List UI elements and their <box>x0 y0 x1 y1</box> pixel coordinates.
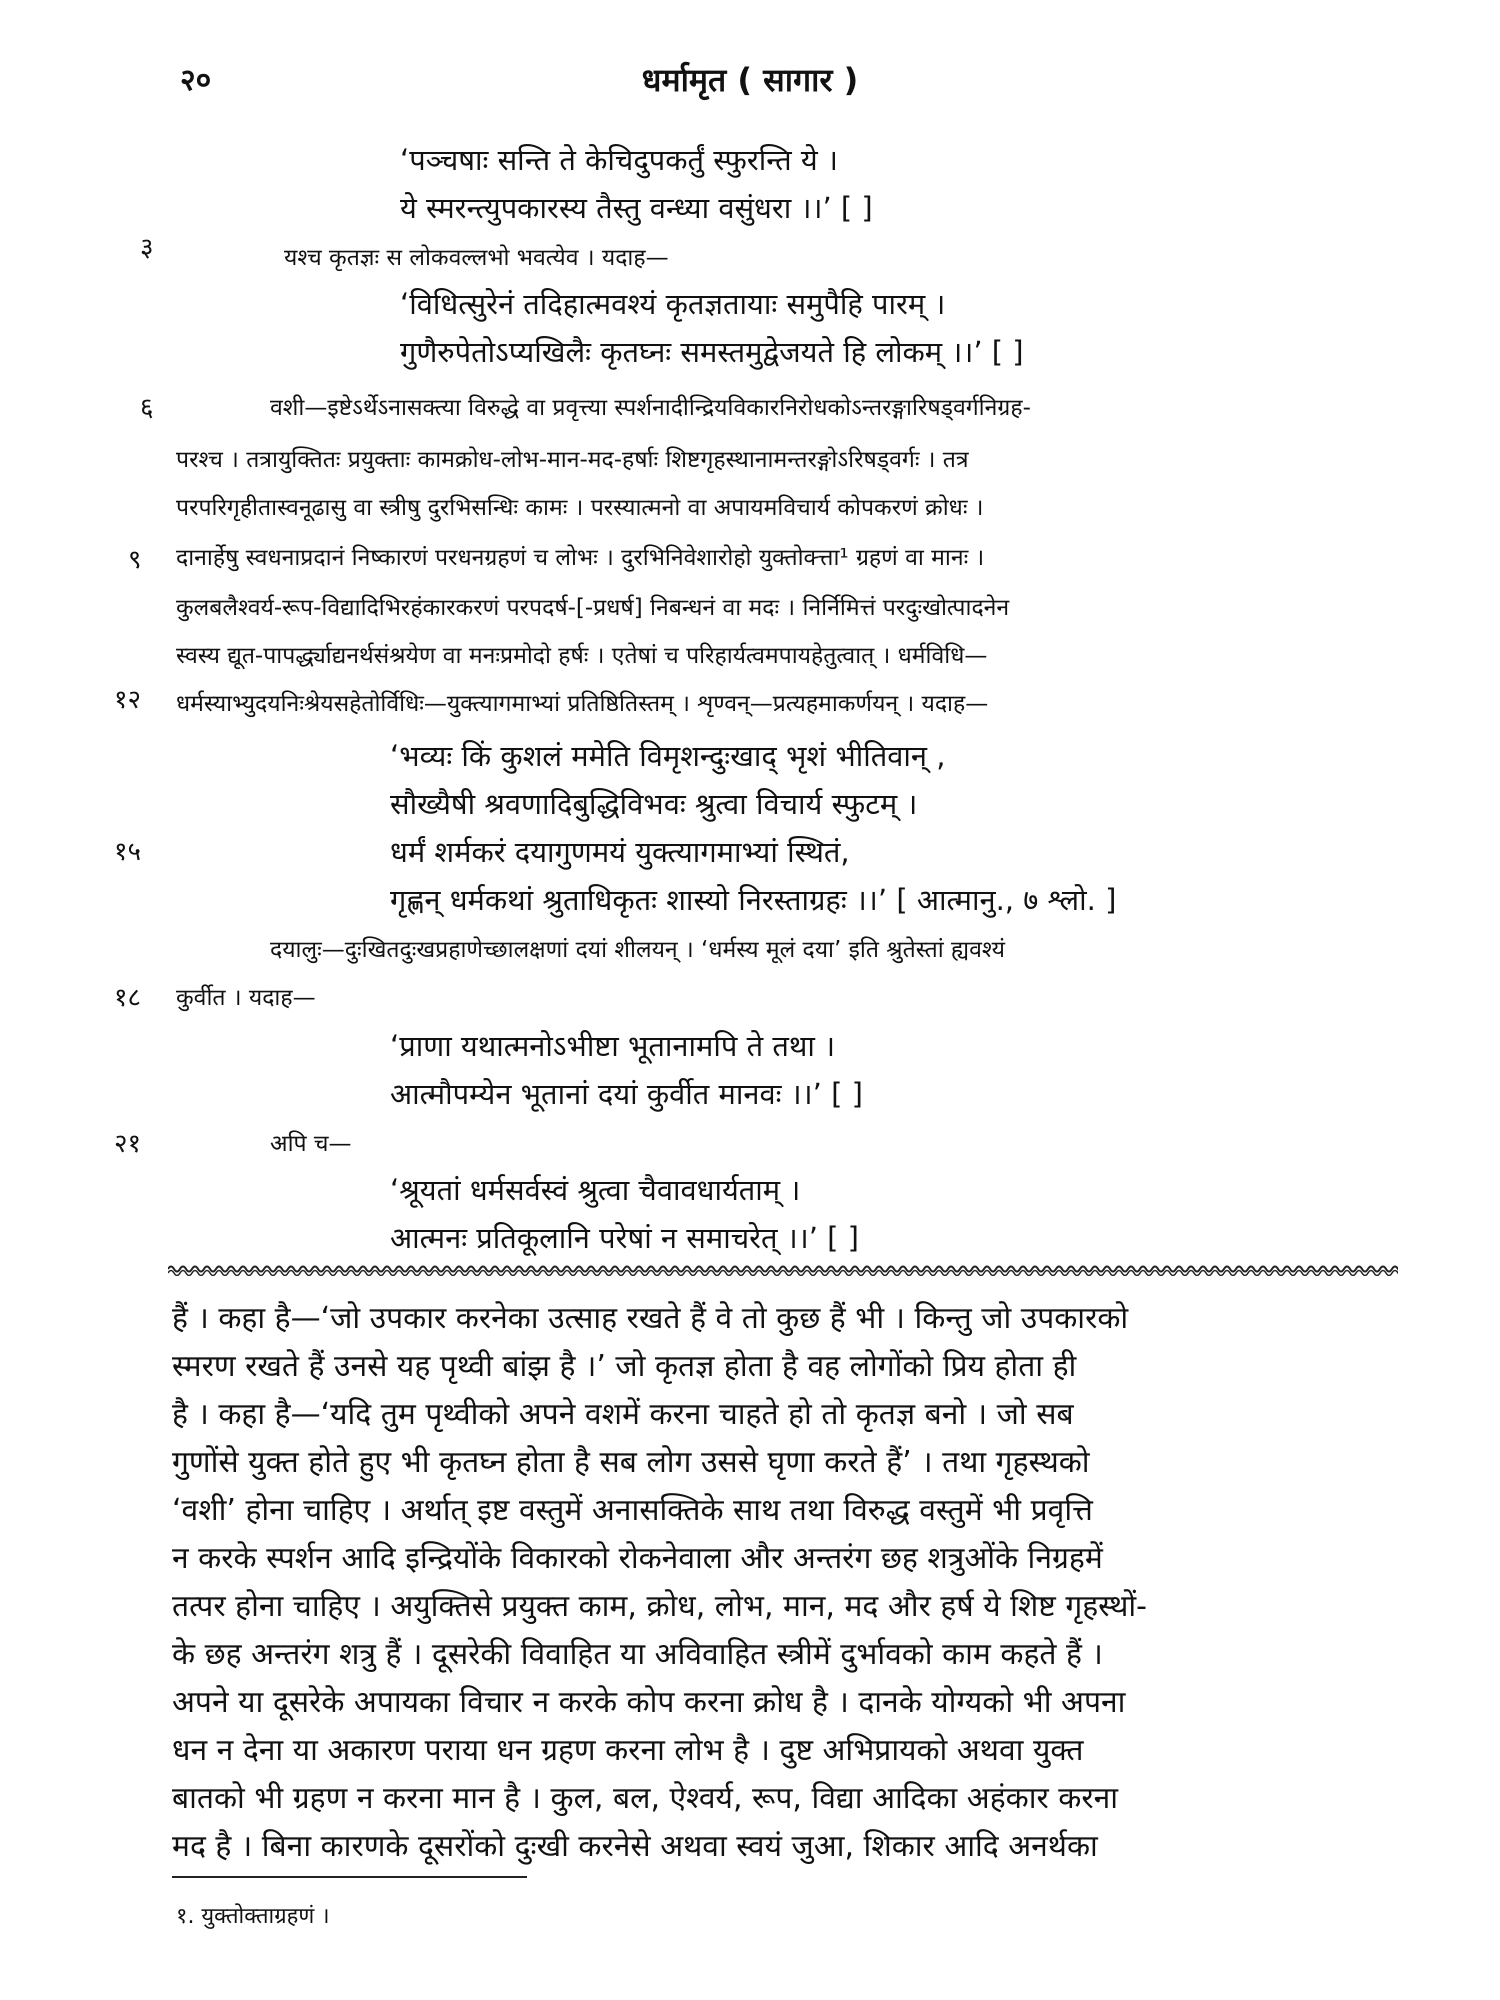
line-number: ६ <box>140 393 154 423</box>
line-number: ९ <box>128 545 142 575</box>
commentary-line: कुलबलैश्वर्य-रूप-विद्यादिभिरहंकारकरणं परपदर्ष-[-प्रधर्ष] निबन्धनं वा मदः । निर्निमित्तं परदुःखोत्पादनेन <box>176 595 1010 621</box>
commentary-line: वशी—इष्टेऽर्थेऽनासक्त्या विरुद्धे वा प्रवृत्त्या स्पर्शनादीन्द्रियविकारनिरोधकोऽन्तरङ्गारिषड्वर्गनिग्रह- <box>270 395 1031 421</box>
translation-line: ‘वशी’ होना चाहिए । अर्थात् इष्ट वस्तुमें अनासक्तिके साथ तथा विरुद्ध वस्तुमें भी प्रवृत्ति <box>172 1493 1093 1528</box>
translation-line: अपने या दूसरेके अपायका विचार न करके कोप करना क्रोध है । दानके योग्यको भी अपना <box>172 1685 1126 1720</box>
translation-line: न करके स्पर्शन आदि इन्द्रियोंके विकारको रोकनेवाला और अन्तरंग छह शत्रुओंके निग्रहमें <box>172 1541 1103 1576</box>
commentary-line: यश्च कृतज्ञः स लोकवल्लभो भवत्येव । यदाह— <box>284 245 669 271</box>
commentary-line: दानार्हेषु स्वधनाप्रदानं निष्कारणं परधनग्रहणं च लोभः । दुरभिनिवेशारोहो युक्तोक्त्ता¹ ग्रहणं वा मानः । <box>176 545 985 571</box>
verse-line: ‘प्राणा यथात्मनोऽभीष्टा भूतानामपि ते तथा । <box>390 1029 836 1063</box>
verse-line: गुणैरुपेतोऽप्यखिलैः कृतघ्नः समस्तमुद्वेजयते हि लोकम् ।।’ [ ] <box>400 335 1024 369</box>
translation-line: मद है । बिना कारणके दूसरोंको दुःखी करनेसे अथवा स्वयं जुआ, शिकार आदि अनर्थका <box>172 1829 1098 1864</box>
commentary-line: स्वस्य द्यूत-पापर्द्ध्याद्यनर्थसंश्रयेण वा मनःप्रमोदो हर्षः । एतेषां च परिहार्यत्वमपायहेतुत्वात् । धर्मविधि— <box>176 643 988 669</box>
verse-line: गृह्णन् धर्मकथां श्रुताधिकृतः शास्यो निरस्ताग्रहः ।।’ [ आत्मानु., ७ श्लो. ] <box>390 883 1117 917</box>
commentary-line: अपि च— <box>270 1131 352 1157</box>
wavy-divider <box>168 1262 1398 1276</box>
line-number: १५ <box>114 837 142 867</box>
page-number: २० <box>180 63 212 98</box>
running-title: धर्मामृत ( सागार ) <box>641 61 859 99</box>
line-number: १८ <box>114 983 142 1013</box>
commentary-line: कुर्वीत । यदाह— <box>176 985 316 1011</box>
verse-line: सौख्यैषी श्रवणादिबुद्धिविभवः श्रुत्वा विचार्य स्फुटम् । <box>390 787 918 821</box>
verse-line: ‘श्रूयतां धर्मसर्वस्वं श्रुत्वा चैवावधार्यताम् । <box>390 1173 801 1207</box>
commentary-line: परपरिगृहीतास्वनूढासु वा स्त्रीषु दुरभिसन्धिः कामः । परस्यात्मनो वा अपायमविचार्य कोपकरणं क्रोधः । <box>176 495 984 521</box>
page-header <box>0 58 1500 108</box>
translation-line: है । कहा है—‘यदि तुम पृथ्वीको अपने वशमें करना चाहते हो तो कृतज्ञ बनो । जो सब <box>172 1397 1074 1432</box>
footnote: १. युक्तोक्ताग्रहणं । <box>176 1904 330 1929</box>
line-number: ३ <box>140 233 154 263</box>
translation-line: बातको भी ग्रहण न करना मान है । कुल, बल, ऐश्वर्य, रूप, विद्या आदिका अहंकार करना <box>172 1781 1119 1816</box>
line-number: २१ <box>114 1129 142 1159</box>
translation-line: के छह अन्तरंग शत्रु हैं । दूसरेकी विवाहित या अविवाहित स्त्रीमें दुर्भावको काम कहते हैं । <box>172 1637 1103 1672</box>
footnote-rule <box>172 1876 527 1878</box>
translation-line: स्मरण रखते हैं उनसे यह पृथ्वी बांझ है ।’ जो कृतज्ञ होता है वह लोगोंको प्रिय होता ही <box>172 1349 1077 1384</box>
verse-line: आत्मौपम्येन भूतानां दयां कुर्वीत मानवः ।।’ [ ] <box>390 1077 863 1111</box>
commentary-line: परश्च । तत्रायुक्तितः प्रयुक्ताः कामक्रोध-लोभ-मान-मद-हर्षाः शिष्टगृहस्थानामन्तरङ्गोऽरिषड्वर्गः । तत्र <box>176 447 969 473</box>
line-number: १२ <box>114 685 142 715</box>
translation-line: गुणोंसे युक्त होते हुए भी कृतघ्न होता है सब लोग उससे घृणा करते हैं’ । तथा गृहस्थको <box>172 1445 1090 1480</box>
verse-line: ‘पञ्चषाः सन्ति ते केचिदुपकर्तुं स्फुरन्ति ये । <box>400 143 838 177</box>
wavy-divider-line <box>168 1271 1398 1276</box>
translation-line: तत्पर होना चाहिए । अयुक्तिसे प्रयुक्त काम, क्रोध, लोभ, मान, मद और हर्ष ये शिष्ट गृहस्थों- <box>172 1589 1148 1624</box>
translation-line: धन न देना या अकारण पराया धन ग्रहण करना लोभ है । दुष्ट अभिप्रायको अथवा युक्त <box>172 1733 1084 1768</box>
verse-line: ये स्मरन्त्युपकारस्य तैस्तु वन्ध्या वसुंधरा ।।’ [ ] <box>400 191 873 225</box>
verse-line: ‘भव्यः किं कुशलं ममेति विमृशन्दुःखाद् भृशं भीतिवान् , <box>390 739 946 773</box>
verse-line: धर्मं शर्मकरं दयागुणमयं युक्त्यागमाभ्यां स्थितं, <box>390 835 850 869</box>
commentary-line: दयालुः—दुःखितदुःखप्रहाणेच्छालक्षणां दयां शीलयन् । ‘धर्मस्य मूलं दया’ इति श्रुतेस्तां ह्यवश्यं <box>270 937 1006 963</box>
translation-line: हैं । कहा है—‘जो उपकार करनेका उत्साह रखते हैं वे तो कुछ हैं भी । किन्तु जो उपकारको <box>172 1301 1129 1336</box>
verse-line: ‘विधित्सुरेनं तदिहात्मवश्यं कृतज्ञतायाः समुपैहि पारम् । <box>400 287 946 321</box>
commentary-line: धर्मस्याभ्युदयनिःश्रेयसहेतोर्विधिः—युक्त्यागमाभ्यां प्रतिष्ठितिस्तम् । शृण्वन्—प्रत्यहमाकर्णयन् । यदाह— <box>176 691 989 717</box>
verse-line: आत्मनः प्रतिकूलानि परेषां न समाचरेत् ।।’ [ ] <box>390 1221 859 1255</box>
